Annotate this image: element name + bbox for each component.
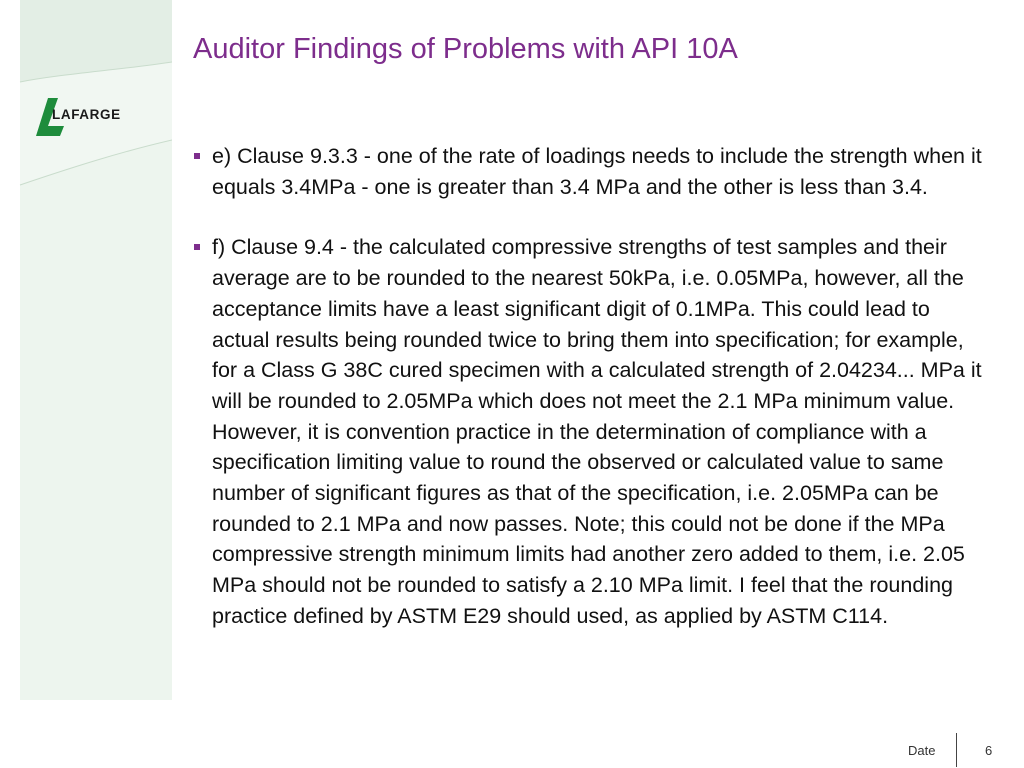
lafarge-logo [36,96,158,140]
slide-title: Auditor Findings of Problems with API 10A [193,33,738,65]
bullet-list [193,141,983,662]
bullet-item [193,141,983,202]
bullet-text: f) Clause 9.4 - the calculated compressive strengths of test samples and their average are to be rounded to the nearest 50kPa, i.e. 0.05MPa, however, all the acceptance limits have a least significant digit of 0.1MPa. This could lead to actual results being rounded twice to bring them into specification; for example, for a Class G 38C cured specimen with a calculated strength of 2.04234... MPa it will be rounded to 2.05MPa which does not meet the 2.1 MPa minimum value. However, it is convention practice in the determination of compliance with a specification limiting value to round the observed or calculated value to same number of significant figures as that of the specification, i.e. 2.05MPa can be rounded to 2.1 MPa and now passes. Note; this could not be done if the MPa compressive strength minimum limits had another zero added to them, i.e. 2.05 MPa should not be rounded to satisfy a 2.10 MPa limit. I feel that the rounding practice defined by ASTM E29 should used, as applied by ASTM C114. [212,235,982,628]
bullet-square-icon [194,244,200,250]
footer-divider [956,733,957,767]
bullet-text: e) Clause 9.3.3 - one of the rate of loadings needs to include the strength when it equals 3.4MPa - one is greater than 3.4 MPa and the other is less than 3.4. [212,144,982,199]
bullet-item [193,232,983,631]
decorative-sidebar [0,0,172,768]
logo-wordmark: LAFARGE [52,107,121,122]
bullet-square-icon [194,153,200,159]
footer-date: Date [908,743,936,758]
page-number: 6 [985,743,993,758]
